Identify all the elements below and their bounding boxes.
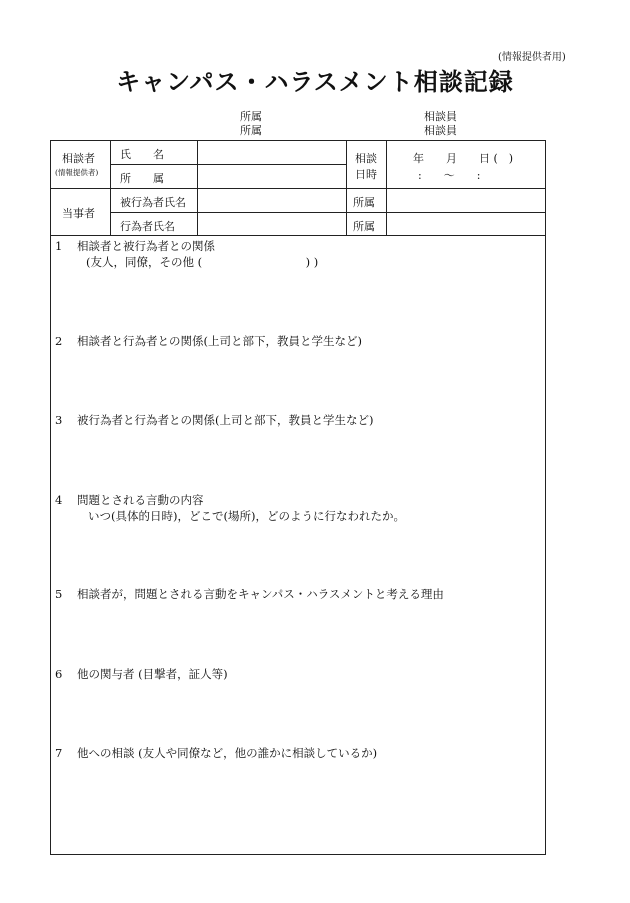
consulter-sub-label: (情報提供者): [55, 168, 99, 177]
section-2-field[interactable]: [51, 350, 545, 408]
section-4-field[interactable]: [51, 526, 545, 582]
counselor-label-1: 相談員: [424, 110, 457, 123]
counselor-label-2: 相談員: [424, 124, 457, 137]
affiliation-field[interactable]: [198, 165, 345, 188]
section-5-title: 5 相談者が，問題とされる言動をキャンパス・ハラスメントと考える理由: [55, 587, 444, 601]
parties-label: 当事者: [62, 207, 95, 220]
section-5-field[interactable]: [51, 604, 545, 662]
provider-note: (情報提供者用): [498, 52, 566, 63]
section-1-sub: (友人，同僚，その他 ( ) ): [86, 255, 319, 269]
section-4-sub: いつ(具体的日時)，どこで(場所)，どのように行なわれたか。: [88, 509, 405, 523]
name-label: 氏 名: [120, 148, 164, 161]
actor-affiliation-field[interactable]: [387, 213, 544, 235]
affiliation-row-label: 所 属: [120, 172, 164, 185]
consult-label-2: 日時: [355, 168, 377, 181]
page-title: キャンパス・ハラスメント相談記録: [116, 67, 514, 96]
section-7-title: 7 他への相談 (友人や同僚など，他の誰かに相談しているか): [55, 746, 378, 760]
affiliation-label-1: 所属: [240, 110, 262, 123]
victim-name-label: 被行為者氏名: [120, 196, 186, 209]
actor-name-label: 行為者氏名: [120, 220, 175, 233]
victim-affiliation-label: 所属: [353, 196, 375, 209]
actor-affiliation-label: 所属: [353, 220, 375, 233]
section-1-title: 1 相談者と被行為者との関係: [55, 239, 215, 253]
name-field[interactable]: [198, 141, 345, 164]
section-6-field[interactable]: [51, 684, 545, 742]
victim-affiliation-field[interactable]: [387, 189, 544, 211]
consult-label-1: 相談: [355, 152, 377, 165]
actor-name-field[interactable]: [198, 213, 345, 235]
consult-time[interactable]: : 〜 :: [418, 169, 481, 182]
section-2-title: 2 相談者と行為者との関係(上司と部下，教員と学生など): [55, 334, 362, 348]
section-7-field[interactable]: [51, 763, 545, 851]
section-6-title: 6 他の関与者 (目撃者，証人等): [55, 667, 228, 681]
victim-name-field[interactable]: [198, 189, 345, 211]
section-1-field[interactable]: [51, 272, 545, 328]
consult-date[interactable]: 年 月 日 ( ): [413, 152, 514, 165]
section-3-field[interactable]: [51, 430, 545, 488]
consulter-label: 相談者: [62, 152, 95, 165]
section-4-title: 4 問題とされる言動の内容: [55, 493, 204, 507]
section-3-title: 3 被行為者と行為者との関係(上司と部下，教員と学生など): [55, 413, 374, 427]
affiliation-label-2: 所属: [240, 124, 262, 137]
